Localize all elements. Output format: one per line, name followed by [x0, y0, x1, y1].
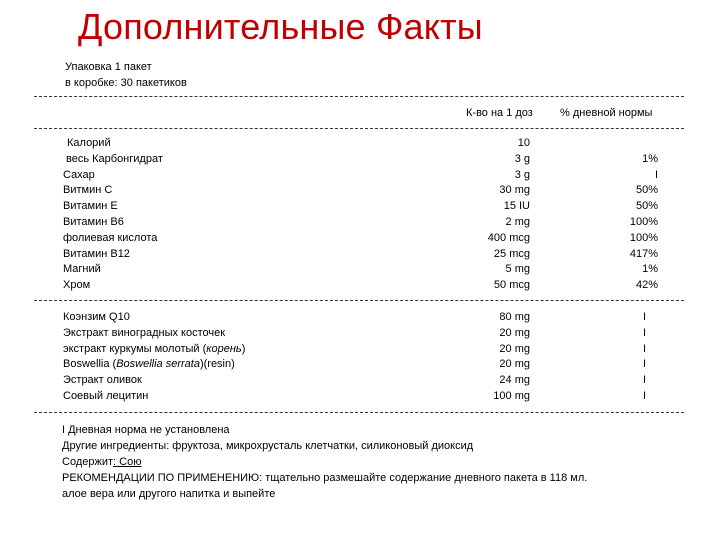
nutrient-name: Сахар: [63, 168, 95, 181]
nutrient-name: фолиевая кислота: [63, 231, 158, 244]
ingredient-name: [63, 373, 245, 389]
nutrient-amount: 400 mcg: [487, 231, 530, 244]
ingredient-name: [63, 342, 245, 358]
nutrient-amount: 2 mg: [505, 215, 530, 228]
ingredient-name-text: Эстракт оливок: [63, 374, 142, 387]
ingredient-name-text: Boswellia (: [63, 358, 117, 371]
ingredient-amount: 24 mg: [499, 374, 530, 387]
divider: [34, 412, 684, 413]
divider: [34, 128, 684, 129]
ingredient-amount: 80 mg: [499, 311, 530, 323]
nutrient-daily-value: 100%: [629, 215, 658, 228]
nutrient-daily-value: 417%: [629, 247, 658, 260]
ingredient-name: [63, 310, 245, 326]
daily-value-header: % дневной нормы: [560, 107, 653, 119]
amount-header: К-во на 1 доз: [466, 107, 533, 119]
ingredient-name: [63, 357, 245, 373]
extracts-daily-values: [590, 310, 646, 405]
ingredient-amount: 20 mg: [499, 326, 530, 339]
ingredient-name-text: )(resin): [199, 358, 235, 371]
servings-per-container: в коробке: 30 пакетиков: [65, 76, 187, 89]
contains-value: : Сою: [113, 456, 142, 468]
ingredient-name: [63, 326, 245, 342]
nutrient-name: Калорий: [67, 137, 111, 149]
nutrient-amount: 5 mg: [505, 263, 530, 276]
ingredient-name-italic: корень: [206, 342, 242, 355]
nutrient-name: Хром: [63, 279, 91, 292]
directions-line: алое вера или другого напитка и выпейте: [62, 488, 276, 500]
nutrient-daily-value: 1%: [642, 263, 658, 276]
nutrient-amount: 30 mg: [499, 184, 530, 197]
extracts-names: [63, 310, 245, 405]
nutrient-amount: 3 g: [514, 168, 530, 181]
nutrient-name: Витамин B6: [63, 215, 124, 228]
nutrient-amount: 15 IU: [503, 200, 530, 213]
ingredient-daily-value: I: [642, 311, 646, 323]
nutrient-daily-value: 50%: [635, 200, 658, 213]
nutrient-daily-value: 42%: [635, 279, 658, 292]
footer-notes: [62, 422, 587, 502]
vitamins-amounts: [440, 136, 530, 294]
daily-value-note: I Дневная норма не установлена: [62, 424, 230, 436]
nutrient-name: Витамин E: [63, 200, 118, 213]
serving-info: [65, 60, 187, 91]
ingredient-name-italic: Boswellia serrata: [116, 358, 200, 371]
contains-label: Содержит: [62, 456, 114, 468]
ingredient-daily-value: I: [642, 374, 646, 387]
nutrient-name: Витамин B12: [63, 247, 130, 260]
nutrient-daily-value: [590, 136, 658, 152]
ingredient-amount: 20 mg: [499, 342, 530, 355]
nutrient-amount: 50 mcg: [493, 279, 530, 292]
ingredient-daily-value: I: [642, 389, 646, 402]
ingredient-amount: 100 mg: [493, 389, 530, 402]
directions-line: РЕКОМЕНДАЦИИ ПО ПРИМЕНЕНИЮ: тщательно размешайте содержание дневного пакета в 118 мл.: [62, 472, 588, 484]
ingredient-name-text: экстракт куркумы молотый (: [63, 342, 207, 355]
vitamins-names: [63, 136, 163, 294]
divider: [34, 96, 684, 97]
nutrient-daily-value: I: [654, 168, 658, 181]
vitamins-daily-values: [590, 136, 658, 294]
ingredient-daily-value: I: [642, 342, 646, 355]
ingredient-name: [63, 389, 245, 405]
nutrient-daily-value: 1%: [642, 152, 658, 165]
ingredient-daily-value: I: [642, 358, 646, 371]
other-ingredients: Другие ингредиенты: фруктоза, микрохрусталь клетчатки, силиконовый диоксид: [62, 440, 474, 452]
contains-line: [62, 454, 587, 470]
ingredient-amount: 20 mg: [499, 358, 530, 371]
extracts-amounts: [440, 310, 530, 405]
ingredient-name-text: ): [241, 342, 246, 355]
page-title: Дополнительные Факты: [78, 6, 483, 47]
ingredient-name-text: Соевый лецитин: [63, 389, 149, 402]
serving-size: Упаковка 1 пакет: [65, 61, 152, 73]
nutrient-name: Магний: [63, 263, 101, 276]
ingredient-daily-value: I: [642, 326, 646, 339]
ingredient-name-text: Коэнзим Q10: [63, 311, 130, 323]
divider: [34, 300, 684, 301]
nutrient-name: весь Карбонгидрат: [66, 152, 163, 165]
nutrient-daily-value: 50%: [635, 184, 658, 197]
nutrient-daily-value: 100%: [629, 231, 658, 244]
nutrient-amount: 3 g: [514, 152, 530, 165]
nutrient-name: Витмин С: [63, 184, 113, 197]
nutrient-amount: 10: [517, 137, 530, 149]
ingredient-name-text: Экстракт виноградных косточек: [63, 326, 226, 339]
nutrient-amount: 25 mcg: [493, 247, 530, 260]
